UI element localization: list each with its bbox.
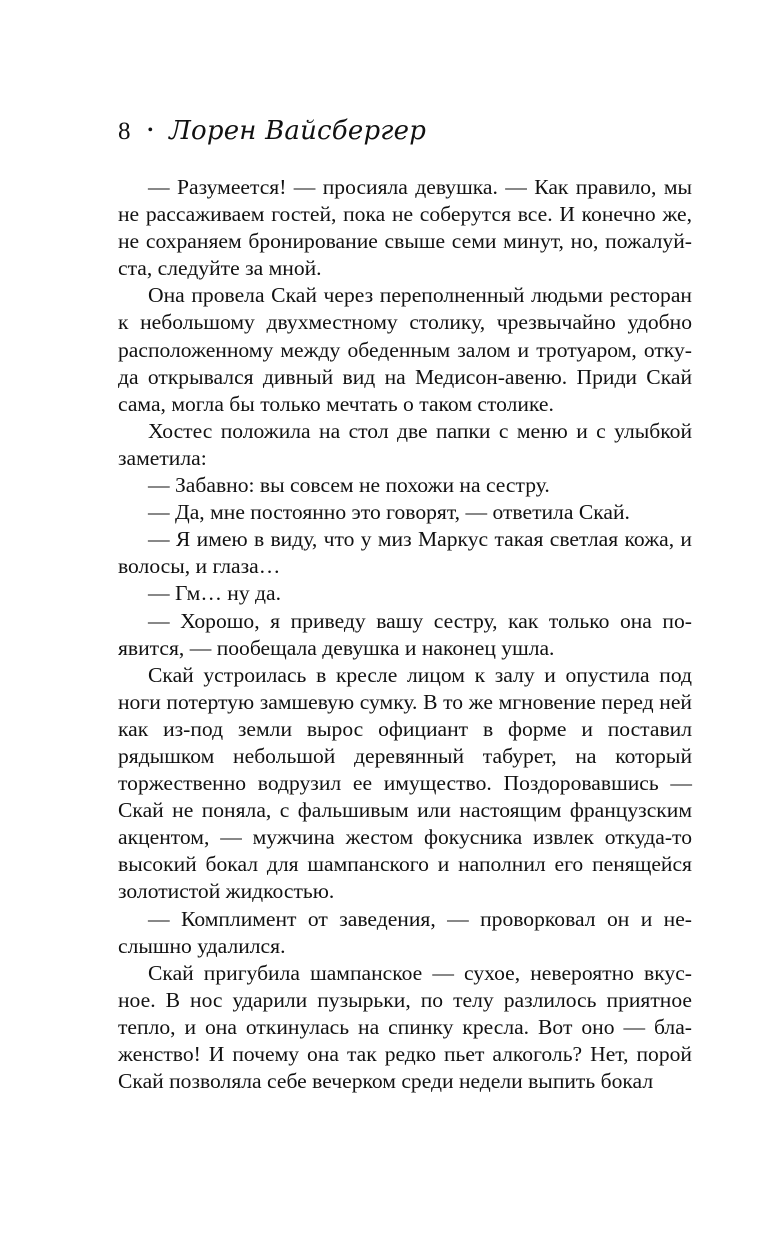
running-head: [118, 118, 426, 144]
paragraph: — Гм… ну да.: [148, 581, 282, 606]
body-text: [118, 174, 692, 1095]
paragraph: — Да, мне постоянно это говорят, — ответила Скай.: [148, 500, 630, 525]
paragraph: Она провела Скай через переполненный людьми ресторан к небольшому двухместному столику, чрезвычайно удобно расположенному между обеденным залом и тротуаром, откуда открывался дивный вид на Медисон-авеню. Приди Скай сама, могла бы только мечтать о таком столике.: [118, 283, 692, 416]
author-name: Лорен Вайсбергер: [169, 116, 427, 146]
paragraph: — Хорошо, я приведу вашу сестру, как только она появится, — пообещала девушка и наконец ушла.: [118, 608, 692, 660]
header-separator: •: [147, 122, 154, 139]
paragraph: — Я имею в виду, что у миз Маркус такая светлая кожа, и волосы, и глаза…: [118, 527, 692, 579]
paragraph: Хостес положила на стол две папки с меню и с улыбкой заметила:: [118, 418, 692, 470]
paragraph: — Комплимент от заведения, — проворковал он и неслышно удалился.: [118, 906, 692, 958]
paragraph: Скай пригубила шампанское — сухое, невероятно вкусное. В нос ударили пузырьки, по телу разлилось приятное тепло, и она откинулась на спинку кресла. Вот оно — блаженство! И почему она так редко пьет алкоголь? Нет, порой Скай позволяла себе вечерком среди недели выпить бокал: [118, 960, 692, 1094]
paragraph: Скай устроилась в кресле лицом к залу и опустила под ноги потертую замшевую сумку. В то же мгновение перед ней как из-под земли вырос официант в форме и поставил рядышком небольшой деревянный табурет, на который торжественно водрузил ее имущество. Поздоровавшись — Скай не поняла, с фальшивым или настоящим французским акцентом, — мужчина жестом фокусника извлек откуда-то высокий бокал для шампанского и наполнил его пенящейся золотистой жидкостью.: [118, 662, 692, 904]
page-number: 8: [118, 118, 131, 145]
paragraph: — Разумеется! — просияла девушка. — Как правило, мы не рассаживаем гостей, пока не соберутся все. И конечно же, не сохраняем бронирование свыше семи минут, но, пожалуйста, следуйте за мной.: [118, 175, 692, 281]
paragraph: — Забавно: вы совсем не похожи на сестру.: [148, 473, 550, 498]
